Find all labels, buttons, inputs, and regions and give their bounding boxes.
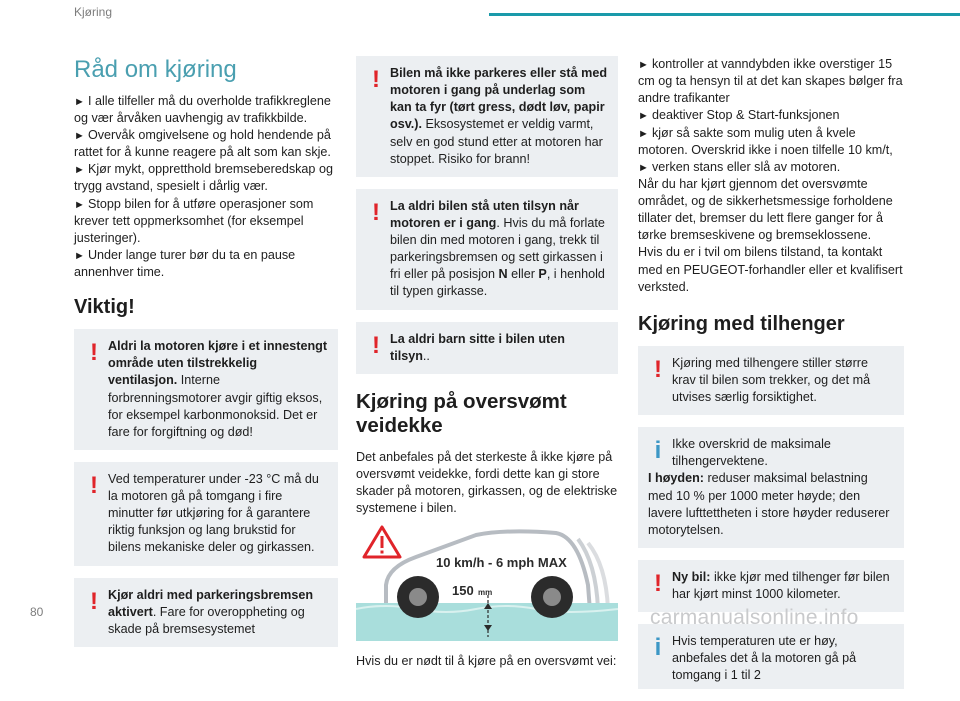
warning-box-parking-brake [74, 578, 338, 647]
warning-text: .. [422, 348, 430, 363]
warning-text: ikke kjør med tilhenger før bilen har kjørt minst 1000 kilometer. [672, 569, 890, 601]
warning-exclamation-icon: ! [372, 331, 380, 359]
bullet-item: ► I alle tilfeller må du overholde trafikkreglene og vær årvåken uavhengig av trafikkbilde. [74, 93, 338, 127]
title-flooded-road: Kjøring på oversvømt veidekke [356, 389, 567, 438]
warning-text: Ved temperaturer under -23 °C må du la motoren gå på tomgang i fire minutter før utkjøring for å garantere riktig funksjon og lang brukstid for bilens mekaniske deler og girkassen. [108, 471, 319, 555]
bullet-item: ► deaktiver Stop & Start-funksjonen [638, 107, 904, 124]
warning-exclamation-icon: ! [372, 66, 380, 93]
info-text: reduser maksimal belastning med 10 % per 1000 meter høyde; den lavere lufttettheten i store høyder reduserer motorytelsen. [648, 471, 890, 537]
warning-text: . Hvis du må forlate bilen din med motoren i gang, trekk til parkeringsbremsen og sett girkassen i fri eller på posisjon [390, 215, 605, 282]
subtitle-important: Viktig! [74, 296, 135, 319]
title-towing: Kjøring med tilhenger [638, 312, 845, 335]
bullet-item: ► Stopp bilen for å utføre operasjoner som krever tett oppmerksomhet (for eksempel justeringer). [74, 196, 338, 247]
section-header: Kjøring [74, 5, 113, 19]
warning-bold-text: La aldri barn sitte i bilen uten tilsyn [390, 331, 565, 363]
info-text: Hvis temperaturen ute er høy, anbefales det å la motoren gå på tomgang i 1 til 2 [672, 634, 857, 683]
bullet-item: ► Overvåk omgivelsene og hold hendende på rattet for å kunne reagere på alt som kan skje. [74, 127, 338, 161]
warning-box-towing [638, 346, 904, 415]
warning-text: Eksosystemet er veldig varmt, selv en god stund etter at motoren har stoppet. Risiko for brann! [390, 117, 603, 166]
warning-bold-text: Kjør aldri med parkeringsbremsen aktivert [108, 587, 314, 619]
warning-bold-text: Aldri la motoren kjøre i et innestengt område uten tilstrekkelig ventilasjon. [108, 339, 328, 388]
warning-box-flammable [356, 56, 618, 177]
warning-bold-text: Bilen må ikke parkeres eller stå med motoren i gang på underlag som kan ta fyr (tørt gress, dødt løv, papir osv.). [390, 66, 608, 132]
warning-box-ventilation [74, 329, 338, 450]
warning-exclamation-icon: ! [90, 587, 98, 615]
warning-text: Interne forbrenningsmotorer avgir giftig eksos, for eksempel karbonmonoksid. Det er fare for forgiftning og død! [108, 373, 323, 439]
warning-exclamation-icon: ! [90, 339, 98, 367]
header-accent-bar [489, 13, 960, 16]
water-depth-unit: mm [478, 588, 493, 598]
water-depth-label: 150 [452, 583, 474, 599]
warning-exclamation-icon: ! [654, 355, 662, 383]
warning-exclamation-icon: ! [90, 471, 98, 499]
warning-box-children [356, 322, 618, 374]
flooded-outro: Hvis du er nødt til å kjøre på en oversvømt vei: [356, 654, 617, 669]
info-text: Ikke overskrid de maksimale tilhengervektene. [672, 437, 831, 469]
watermark: carmanualsonline.info [650, 606, 859, 629]
info-box-temperature [638, 624, 904, 688]
info-bold-text: I høyden: [648, 471, 704, 486]
flooded-road-illustration [356, 525, 618, 641]
bullet-item: ► Under lange turer bør du ta en pause annenhver time. [74, 247, 338, 281]
bullet-item: ► kjør så sakte som mulig uten å kvele motoren. Overskrid ikke i noen tilfelle 10 km/t, [638, 125, 904, 159]
paragraph-after-flood: Når du har kjørt gjennom det oversvømte området, og de sikkerhetsmessige forholdene tillater det, bremser du lett flere ganger for å tørke bremseskivene og bremseklossene. [638, 176, 893, 243]
title-driving-advice: Råd om kjøring [74, 56, 237, 83]
gear-n-label: N [498, 267, 508, 282]
paragraph-dealer: Hvis du er i tvil om bilens tilstand, ta kontakt med en PEUGEOT-forhandler eller et kvalifisert verksted. [638, 245, 903, 294]
bullet-item: ► kontroller at vanndybden ikke overstiger 15 cm og ta hensyn til at det kan skapes bølger fra andre trafikanter [638, 56, 904, 107]
info-icon: i [654, 437, 662, 465]
warning-text: eller [507, 267, 539, 282]
warning-box-unattended [356, 189, 618, 310]
info-box-trailer-weight [638, 427, 904, 548]
column-2 [356, 56, 618, 671]
bullet-item: ► verken stans eller slå av motoren. [638, 159, 904, 176]
warning-exclamation-icon: ! [654, 569, 662, 597]
bullet-item: ► Kjør mykt, oppretthold bremseberedskap og trygg avstand, spesielt i dårlig vær. [74, 161, 338, 195]
warning-text: . Fare for overoppheting og skade på bremsesystemet [108, 604, 305, 636]
speed-limit-label: 10 km/h - 6 mph MAX [436, 555, 567, 571]
warning-box-temperature [74, 462, 338, 566]
warning-exclamation-icon: ! [372, 198, 380, 226]
warning-bold-text: La aldri bilen stå uten tilsyn når motoren er i gang [390, 198, 579, 230]
info-icon: i [654, 634, 662, 662]
flooded-intro: Det anbefales på det sterkeste å ikke kjøre på oversvømt veidekke, fordi dette kan gi store skader på motoren, girkassen, og de elektriske systemene i bilen. [356, 449, 618, 516]
warning-triangle-icon [364, 527, 400, 557]
column-1 [74, 56, 338, 659]
page-number: 80 [30, 605, 44, 619]
warning-text: Kjøring med tilhengere stiller større krav til bilen som trekker, og det må utvises særlig forsiktighet. [672, 355, 871, 404]
gear-p-label: P [538, 267, 547, 282]
warning-bold-text: Ny bil: [672, 569, 711, 584]
warning-text: , i henhold til typen girkasse. [390, 267, 605, 299]
